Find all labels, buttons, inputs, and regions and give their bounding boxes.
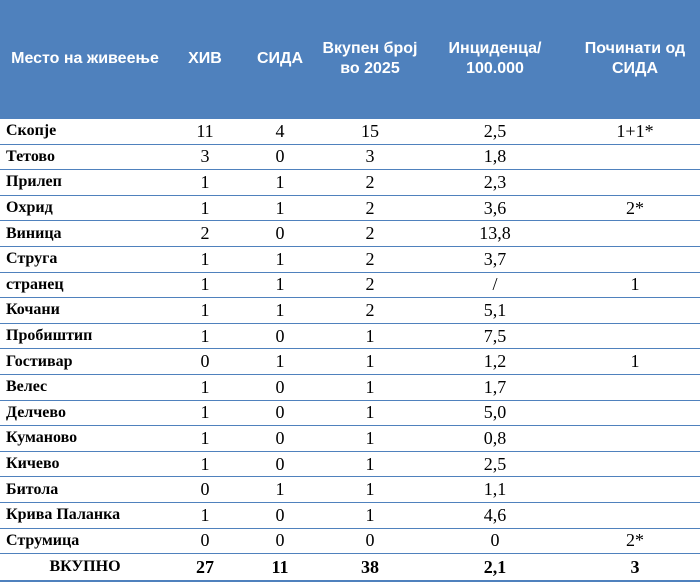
header-incidence: Инциденца/ 100.000 [420,0,570,119]
cell-incidence: 5,1 [420,298,570,324]
table-row [0,528,700,554]
cell-hiv: 1 [170,195,240,221]
cell-incidence: 1,7 [420,374,570,400]
cell-hiv: 1 [170,298,240,324]
table-row [0,477,700,503]
cell-hiv: 1 [170,272,240,298]
header-row [0,0,700,119]
table-row [0,119,700,145]
cell-place: Кичево [0,451,170,477]
table-row [0,298,700,324]
cell-place: Велес [0,374,170,400]
cell-aids: 0 [240,502,320,528]
cell-deaths [570,426,700,452]
cell-aids: 1 [240,272,320,298]
cell-place: Прилеп [0,170,170,196]
cell-aids: 1 [240,298,320,324]
cell-aids: 1 [240,170,320,196]
cell-aids: 1 [240,477,320,503]
cell-place: Кочани [0,298,170,324]
cell-deaths [570,221,700,247]
cell-aids: 0 [240,528,320,554]
cell-incidence: 0,8 [420,426,570,452]
cell-total: 1 [320,426,420,452]
cell-total: 2 [320,298,420,324]
cell-aids: 1 [240,246,320,272]
table-row [0,451,700,477]
cell-total: 1 [320,400,420,426]
table-row [0,170,700,196]
cell-hiv: 0 [170,477,240,503]
cell-deaths: 2* [570,528,700,554]
cell-aids: 1 [240,349,320,375]
cell-incidence: 2,5 [420,451,570,477]
totals-row [0,554,700,582]
cell-deaths [570,502,700,528]
cell-total: 2 [320,195,420,221]
cell-deaths [570,298,700,324]
totals-deaths: 3 [570,554,700,582]
table-row [0,502,700,528]
table-row [0,349,700,375]
cell-aids: 0 [240,451,320,477]
cell-incidence: 2,3 [420,170,570,196]
table-row [0,144,700,170]
table-row [0,272,700,298]
cell-total: 1 [320,477,420,503]
cell-aids: 1 [240,195,320,221]
table-footer [0,554,700,582]
cell-total: 1 [320,451,420,477]
cell-hiv: 1 [170,400,240,426]
cell-incidence: 13,8 [420,221,570,247]
totals-total: 38 [320,554,420,582]
cell-hiv: 1 [170,323,240,349]
header-place: Место на живеење [0,0,170,119]
cell-deaths: 1+1* [570,119,700,145]
cell-deaths [570,246,700,272]
cell-total: 2 [320,272,420,298]
cell-total: 1 [320,502,420,528]
cell-incidence: 1,2 [420,349,570,375]
cell-incidence: 3,6 [420,195,570,221]
cell-total: 1 [320,349,420,375]
cell-place: Тетово [0,144,170,170]
table-row [0,374,700,400]
table-row [0,323,700,349]
cell-total: 2 [320,246,420,272]
cell-deaths [570,144,700,170]
cell-total: 1 [320,323,420,349]
table-row [0,400,700,426]
totals-hiv: 27 [170,554,240,582]
cell-aids: 0 [240,374,320,400]
header-deaths: Починати од СИДА [570,0,700,119]
cell-deaths [570,323,700,349]
cell-place: Битола [0,477,170,503]
cell-incidence: 2,5 [420,119,570,145]
cell-place: Гостивар [0,349,170,375]
cell-hiv: 2 [170,221,240,247]
cell-total: 0 [320,528,420,554]
cell-total: 15 [320,119,420,145]
cell-hiv: 1 [170,170,240,196]
cell-incidence: 5,0 [420,400,570,426]
cell-place: Пробиштип [0,323,170,349]
cell-total: 3 [320,144,420,170]
table-row [0,195,700,221]
header-total: Вкупен број во 2025 [320,0,420,119]
cell-hiv: 0 [170,528,240,554]
cell-place: Крива Паланка [0,502,170,528]
cell-incidence: 0 [420,528,570,554]
cell-place: странец [0,272,170,298]
header-hiv: ХИВ [170,0,240,119]
cell-incidence: 3,7 [420,246,570,272]
cell-total: 2 [320,170,420,196]
cell-place: Охрид [0,195,170,221]
cell-total: 2 [320,221,420,247]
cell-deaths [570,400,700,426]
cell-incidence: / [420,272,570,298]
cell-aids: 0 [240,221,320,247]
table-body [0,119,700,554]
cell-place: Струмица [0,528,170,554]
table-header [0,0,700,119]
cell-hiv: 3 [170,144,240,170]
cell-deaths [570,374,700,400]
cell-incidence: 1,8 [420,144,570,170]
cell-incidence: 1,1 [420,477,570,503]
cell-place: Скопје [0,119,170,145]
cell-incidence: 7,5 [420,323,570,349]
cell-place: Куманово [0,426,170,452]
cell-hiv: 11 [170,119,240,145]
cell-aids: 0 [240,400,320,426]
table-row [0,221,700,247]
cell-deaths: 2* [570,195,700,221]
cell-deaths [570,170,700,196]
cell-hiv: 1 [170,451,240,477]
cell-hiv: 1 [170,502,240,528]
cell-hiv: 0 [170,349,240,375]
cell-place: Струга [0,246,170,272]
cell-aids: 0 [240,323,320,349]
header-aids: СИДА [240,0,320,119]
cell-deaths: 1 [570,349,700,375]
totals-aids: 11 [240,554,320,582]
cell-aids: 0 [240,426,320,452]
cell-hiv: 1 [170,374,240,400]
cell-incidence: 4,6 [420,502,570,528]
cell-aids: 4 [240,119,320,145]
cell-deaths [570,477,700,503]
totals-incidence: 2,1 [420,554,570,582]
cell-deaths [570,451,700,477]
totals-label: ВКУПНО [0,554,170,582]
cell-hiv: 1 [170,426,240,452]
cell-deaths: 1 [570,272,700,298]
cell-place: Виница [0,221,170,247]
cell-aids: 0 [240,144,320,170]
table-row [0,426,700,452]
cell-place: Делчево [0,400,170,426]
cell-hiv: 1 [170,246,240,272]
table-row [0,246,700,272]
cell-total: 1 [320,374,420,400]
